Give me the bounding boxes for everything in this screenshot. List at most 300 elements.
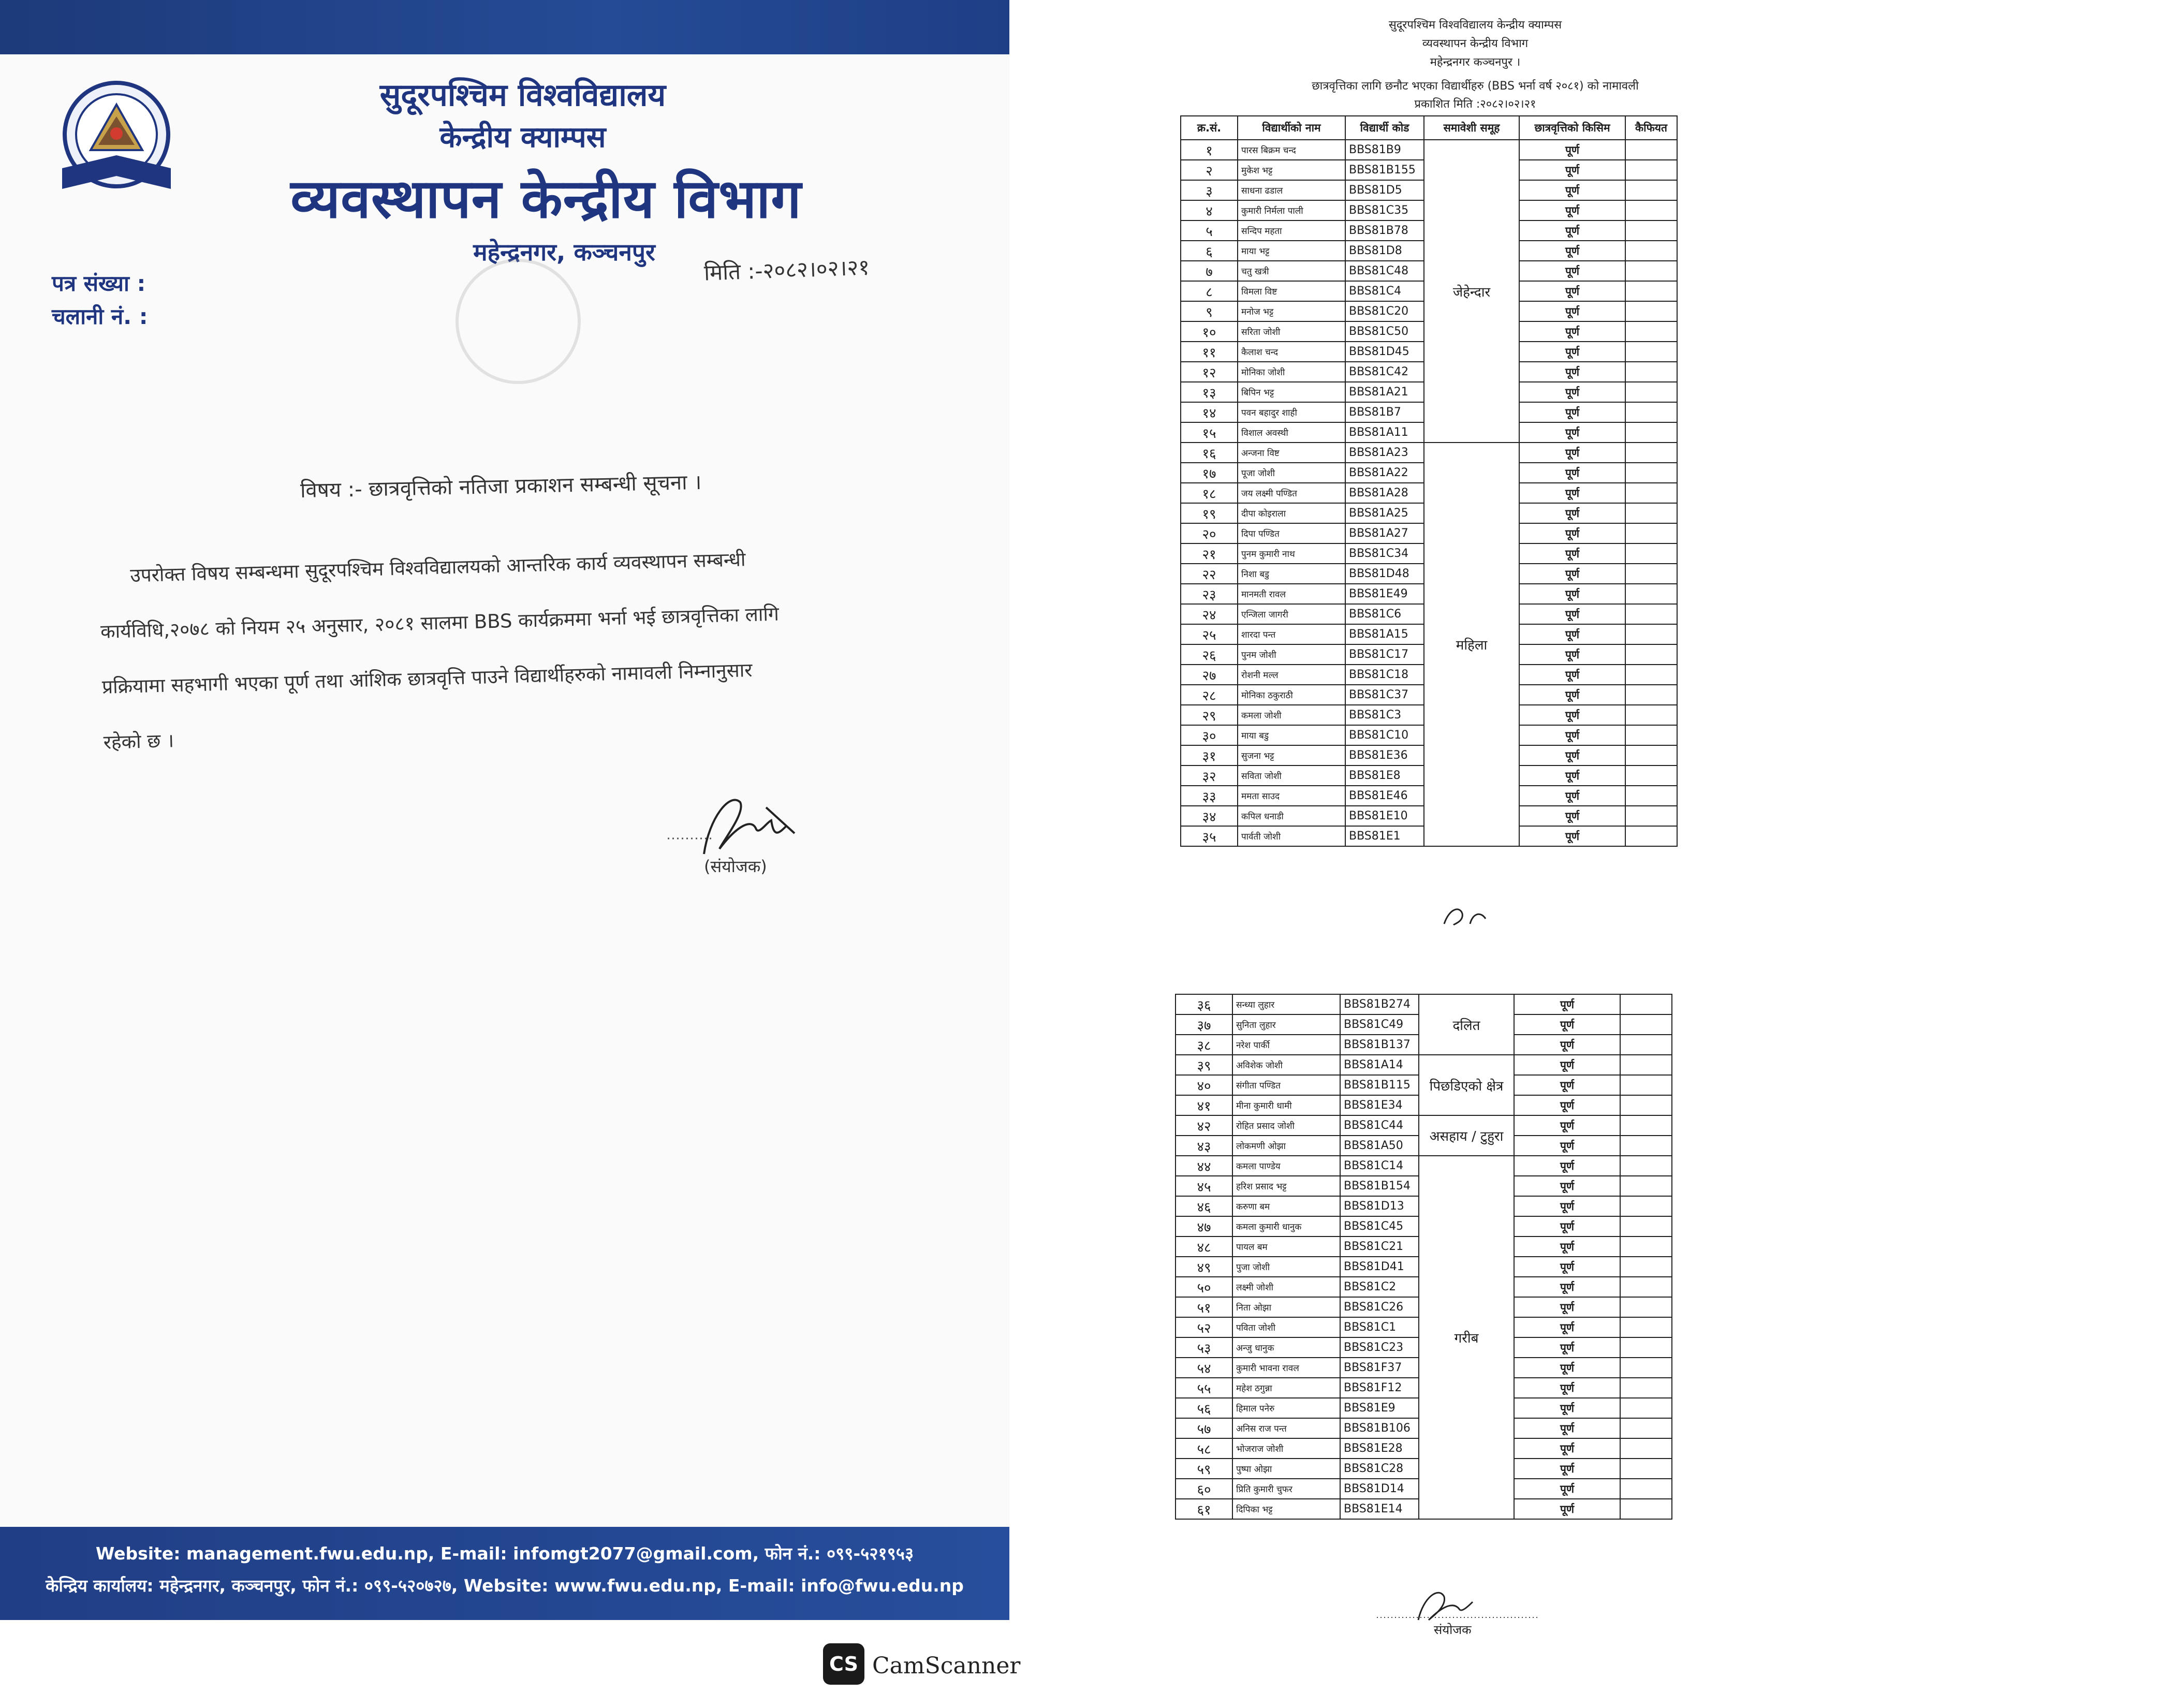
serial-number-cell: २२	[1181, 564, 1238, 584]
body-line: प्रक्रियामा सहभागी भएका पूर्ण तथा आंशिक छात्रवृत्ति पाउने विद्यार्थीहरुको नामावली निम्नानुसार	[101, 659, 753, 698]
scholarship-type-cell: पूर्ण	[1519, 140, 1625, 160]
remarks-cell	[1625, 180, 1677, 200]
remarks-cell	[1620, 1459, 1672, 1479]
serial-number-cell: २४	[1181, 604, 1238, 624]
body-line: रहेको छ ।	[103, 729, 174, 754]
remarks-cell	[1620, 1499, 1672, 1519]
serial-number-cell: ४६	[1176, 1196, 1232, 1216]
scholarship-type-cell: पूर्ण	[1514, 1115, 1620, 1136]
student-name-cell: माया बडु	[1238, 725, 1345, 745]
scholarship-type-cell: पूर्ण	[1514, 1156, 1620, 1176]
student-code-cell: BBS81B137	[1340, 1035, 1419, 1055]
student-name-cell: मुकेश भट्ट	[1238, 160, 1345, 180]
student-code-cell: BBS81E10	[1345, 806, 1424, 826]
scholarship-type-cell: पूर्ण	[1519, 685, 1625, 705]
serial-number-cell: १	[1181, 140, 1238, 160]
scholarship-type-cell: पूर्ण	[1519, 422, 1625, 443]
scholarship-type-cell: पूर्ण	[1519, 241, 1625, 261]
serial-number-cell: ३१	[1181, 745, 1238, 765]
org-address: महेन्द्रनगर, कञ्चनपुर	[473, 238, 655, 266]
remarks-cell	[1625, 200, 1677, 220]
serial-number-cell: ६०	[1176, 1479, 1232, 1499]
student-name-cell: पविता जोशी	[1232, 1317, 1340, 1337]
remarks-cell	[1625, 342, 1677, 362]
student-name-cell: चतु खत्री	[1238, 261, 1345, 281]
scholarship-type-cell: पूर्ण	[1519, 765, 1625, 786]
remarks-cell	[1620, 1236, 1672, 1257]
column-header: समावेशी समूह	[1424, 116, 1519, 140]
scholarship-type-cell: पूर्ण	[1514, 1035, 1620, 1055]
serial-number-cell: २५	[1181, 624, 1238, 644]
serial-number-cell: ४९	[1176, 1257, 1232, 1277]
student-name-cell: अन्जना विष्ट	[1238, 443, 1345, 463]
scholarship-type-cell: पूर्ण	[1519, 342, 1625, 362]
org-department-name: व्यवस्थापन केन्द्रीय विभाग	[290, 167, 802, 230]
serial-number-cell: ३३	[1181, 786, 1238, 806]
student-code-cell: BBS81B9	[1345, 140, 1424, 160]
student-code-cell: BBS81A23	[1345, 443, 1424, 463]
student-name-cell: अविशेक जोशी	[1232, 1055, 1340, 1075]
scholarship-type-cell: पूर्ण	[1514, 1075, 1620, 1095]
column-header: विद्यार्थी कोड	[1345, 116, 1424, 140]
student-code-cell: BBS81F12	[1340, 1378, 1419, 1398]
student-name-cell: मोनिका जोशी	[1238, 362, 1345, 382]
serial-number-cell: ४१	[1176, 1095, 1232, 1115]
student-name-cell: मीना कुमारी धामी	[1232, 1095, 1340, 1115]
scholarship-type-cell: पूर्ण	[1514, 1257, 1620, 1277]
signer-label: (संयोजक)	[704, 857, 767, 875]
serial-number-cell: ३९	[1176, 1055, 1232, 1075]
scholarship-type-cell: पूर्ण	[1519, 786, 1625, 806]
remarks-cell	[1625, 705, 1677, 725]
student-code-cell: BBS81B7	[1345, 402, 1424, 422]
student-name-cell: कुमारी निर्मला पाली	[1238, 200, 1345, 220]
student-name-cell: कैलाश चन्द	[1238, 342, 1345, 362]
student-code-cell: BBS81C42	[1345, 362, 1424, 382]
scholarship-type-cell: पूर्ण	[1514, 1095, 1620, 1115]
serial-number-cell: ४०	[1176, 1075, 1232, 1095]
letter-body	[98, 528, 891, 770]
body-line: उपरोक्त विषय सम्बन्धमा सुदूरपश्चिम विश्वविद्यालयको आन्तरिक कार्य व्यवस्थापन सम्बन्धी	[129, 548, 746, 587]
student-code-cell: BBS81A11	[1345, 422, 1424, 443]
serial-number-cell: ४८	[1176, 1236, 1232, 1257]
serial-number-cell: ३४	[1181, 806, 1238, 826]
serial-number-cell: २१	[1181, 543, 1238, 564]
student-code-cell: BBS81E28	[1340, 1438, 1419, 1459]
serial-number-cell: ३०	[1181, 725, 1238, 745]
student-code-cell: BBS81A28	[1345, 483, 1424, 503]
student-code-cell: BBS81C21	[1340, 1236, 1419, 1257]
scholarship-type-cell: पूर्ण	[1514, 994, 1620, 1014]
student-name-cell: सविता जोशी	[1238, 765, 1345, 786]
scholarship-type-cell: पूर्ण	[1519, 624, 1625, 644]
remarks-cell	[1625, 503, 1677, 523]
student-code-cell: BBS81D14	[1340, 1479, 1419, 1499]
scholarship-type-cell: पूर्ण	[1514, 1055, 1620, 1075]
inclusive-group-cell: जेहेन्दार	[1424, 140, 1519, 443]
student-code-cell: BBS81A14	[1340, 1055, 1419, 1075]
scholarship-type-cell: पूर्ण	[1519, 382, 1625, 402]
student-code-cell: BBS81B155	[1345, 160, 1424, 180]
remarks-cell	[1620, 1196, 1672, 1216]
remarks-cell	[1625, 301, 1677, 321]
remarks-cell	[1625, 261, 1677, 281]
serial-number-cell: ५६	[1176, 1398, 1232, 1418]
scholarship-type-cell: पूर्ण	[1519, 160, 1625, 180]
remarks-cell	[1620, 1479, 1672, 1499]
serial-number-cell: ५९	[1176, 1459, 1232, 1479]
scholarship-table-2	[1175, 994, 1672, 1520]
remarks-cell	[1625, 725, 1677, 745]
student-name-cell: पुजा जोशी	[1232, 1257, 1340, 1277]
scholarship-type-cell: पूर्ण	[1514, 1236, 1620, 1257]
student-code-cell: BBS81C34	[1345, 543, 1424, 564]
scholarship-type-cell: पूर्ण	[1519, 564, 1625, 584]
list-published-date: प्रकाशित मिति :२०८२।०२।२१	[1414, 98, 1536, 111]
scholarship-type-cell: पूर्ण	[1519, 826, 1625, 846]
list-header-address: महेन्द्रनगर कञ्चनपुर ।	[1430, 56, 1521, 69]
student-name-cell: दिपा पण्डित	[1238, 523, 1345, 543]
student-code-cell: BBS81C17	[1345, 644, 1424, 665]
student-name-cell: महेश ठगुन्ना	[1232, 1378, 1340, 1398]
serial-number-cell: १४	[1181, 402, 1238, 422]
remarks-cell	[1620, 1297, 1672, 1317]
org-university-name: सुदूरपश्चिम विश्वविद्यालय	[379, 77, 666, 113]
student-code-cell: BBS81B115	[1340, 1075, 1419, 1095]
remarks-cell	[1625, 665, 1677, 685]
serial-number-cell: ५८	[1176, 1438, 1232, 1459]
student-name-cell: कपिल धनाडी	[1238, 806, 1345, 826]
table-row	[1176, 994, 1672, 1014]
student-code-cell: BBS81C23	[1340, 1337, 1419, 1358]
remarks-cell	[1625, 826, 1677, 846]
scholarship-type-cell: पूर्ण	[1519, 503, 1625, 523]
student-code-cell: BBS81C49	[1340, 1014, 1419, 1035]
student-name-cell: निता ओझा	[1232, 1297, 1340, 1317]
student-code-cell: BBS81D41	[1340, 1257, 1419, 1277]
scholarship-type-cell: पूर्ण	[1519, 220, 1625, 241]
scholarship-type-cell: पूर्ण	[1514, 1438, 1620, 1459]
scholarship-type-cell: पूर्ण	[1514, 1317, 1620, 1337]
remarks-cell	[1625, 584, 1677, 604]
student-code-cell: BBS81C48	[1345, 261, 1424, 281]
serial-number-cell: ५२	[1176, 1317, 1232, 1337]
remarks-cell	[1620, 994, 1672, 1014]
student-name-cell: मानमती रावल	[1238, 584, 1345, 604]
serial-number-cell: ८	[1181, 281, 1238, 301]
scholarship-type-cell: पूर्ण	[1514, 1176, 1620, 1196]
serial-number-cell: ३२	[1181, 765, 1238, 786]
scholarship-table-1	[1180, 115, 1678, 847]
student-code-cell: BBS81C44	[1340, 1115, 1419, 1136]
student-name-cell: सुनिता लुहार	[1232, 1014, 1340, 1035]
scholarship-type-cell: पूर्ण	[1514, 1418, 1620, 1438]
scholarship-type-cell: पूर्ण	[1519, 362, 1625, 382]
list-title: छात्रवृत्तिका लागि छनौट भएका विद्यार्थीहरु (BBS भर्ना वर्ष २०८१) को नामावली	[1312, 80, 1639, 93]
remarks-cell	[1625, 241, 1677, 261]
remarks-cell	[1620, 1418, 1672, 1438]
table-body	[1181, 140, 1677, 846]
serial-number-cell: ३८	[1176, 1035, 1232, 1055]
remarks-cell	[1620, 1095, 1672, 1115]
table-row	[1181, 140, 1677, 160]
scholarship-type-cell: पूर्ण	[1519, 200, 1625, 220]
serial-number-cell: ४७	[1176, 1216, 1232, 1236]
student-name-cell: रोहित प्रसाद जोशी	[1232, 1115, 1340, 1136]
remarks-cell	[1625, 644, 1677, 665]
student-code-cell: BBS81C28	[1340, 1459, 1419, 1479]
remarks-cell	[1625, 422, 1677, 443]
student-code-cell: BBS81A27	[1345, 523, 1424, 543]
student-name-cell: भोजराज जोशी	[1232, 1438, 1340, 1459]
serial-number-cell: १६	[1181, 443, 1238, 463]
student-code-cell: BBS81C2	[1340, 1277, 1419, 1297]
student-code-cell: BBS81C6	[1345, 604, 1424, 624]
signature-fragment-icon	[1439, 903, 1501, 926]
serial-number-cell: ७	[1181, 261, 1238, 281]
scholarship-type-cell: पूर्ण	[1514, 1378, 1620, 1398]
scholarship-type-cell: पूर्ण	[1519, 604, 1625, 624]
remarks-cell	[1620, 1378, 1672, 1398]
student-code-cell: BBS81C3	[1345, 705, 1424, 725]
student-code-cell: BBS81C50	[1345, 321, 1424, 342]
remarks-cell	[1620, 1257, 1672, 1277]
student-name-cell: साधना ढडाल	[1238, 180, 1345, 200]
serial-number-cell: ५५	[1176, 1378, 1232, 1398]
list-signer-label: संयोजक	[1434, 1623, 1472, 1637]
scholarship-type-cell: पूर्ण	[1514, 1277, 1620, 1297]
remarks-cell	[1620, 1358, 1672, 1378]
student-code-cell: BBS81C4	[1345, 281, 1424, 301]
student-code-cell: BBS81A15	[1345, 624, 1424, 644]
student-name-cell: संगीता पण्डित	[1232, 1075, 1340, 1095]
university-emblem-icon	[52, 78, 181, 207]
remarks-cell	[1620, 1075, 1672, 1095]
remarks-cell	[1625, 463, 1677, 483]
scholarship-type-cell: पूर्ण	[1514, 1358, 1620, 1378]
serial-number-cell: २०	[1181, 523, 1238, 543]
serial-number-cell: ५७	[1176, 1418, 1232, 1438]
scholarship-type-cell: पूर्ण	[1514, 1398, 1620, 1418]
scholarship-type-cell: पूर्ण	[1519, 180, 1625, 200]
serial-number-cell: २८	[1181, 685, 1238, 705]
camscanner-logo-icon: CS	[823, 1643, 864, 1685]
faded-stamp-icon	[456, 259, 581, 384]
student-name-cell: पायल बम	[1232, 1236, 1340, 1257]
student-code-cell: BBS81D8	[1345, 241, 1424, 261]
serial-number-cell: २३	[1181, 584, 1238, 604]
student-name-cell: अनिस राज पन्त	[1232, 1418, 1340, 1438]
student-name-cell: लक्ष्मी जोशी	[1232, 1277, 1340, 1297]
serial-number-cell: ४४	[1176, 1156, 1232, 1176]
serial-number-cell: ३७	[1176, 1014, 1232, 1035]
serial-number-cell: ३५	[1181, 826, 1238, 846]
letter-subject: विषय :- छात्रवृत्तिको नतिजा प्रकाशन सम्बन्धी सूचना ।	[300, 470, 702, 503]
remarks-cell	[1625, 321, 1677, 342]
student-name-cell: रोशनी मल्ल	[1238, 665, 1345, 685]
student-name-cell: पुष्पा ओझा	[1232, 1459, 1340, 1479]
coordinator-signature-icon	[1367, 1581, 1553, 1638]
student-code-cell: BBS81C26	[1340, 1297, 1419, 1317]
reference-number-label: पत्र संख्या :	[52, 271, 146, 296]
column-header: क्र.सं.	[1181, 116, 1238, 140]
student-name-cell: पार्वती जोशी	[1238, 826, 1345, 846]
remarks-cell	[1625, 685, 1677, 705]
student-name-cell: लोकमणी ओझा	[1232, 1136, 1340, 1156]
student-code-cell: BBS81D48	[1345, 564, 1424, 584]
student-name-cell: माया भट्ट	[1238, 241, 1345, 261]
scholarship-type-cell: पूर्ण	[1519, 281, 1625, 301]
student-name-cell: विशाल अवस्थी	[1238, 422, 1345, 443]
student-code-cell: BBS81C37	[1345, 685, 1424, 705]
org-campus-name: केन्द्रीय क्याम्पस	[439, 121, 606, 154]
scholarship-type-cell: पूर्ण	[1514, 1459, 1620, 1479]
scholarship-type-cell: पूर्ण	[1519, 584, 1625, 604]
scholarship-type-cell: पूर्ण	[1514, 1014, 1620, 1035]
serial-number-cell: ६१	[1176, 1499, 1232, 1519]
student-name-cell: प्रिति कुमारी चुफर	[1232, 1479, 1340, 1499]
student-code-cell: BBS81D5	[1345, 180, 1424, 200]
list-header-university: सुदूरपश्चिम विश्वविद्यालय केन्द्रीय क्याम्पस	[1388, 19, 1562, 32]
letterhead-top-band	[0, 0, 1009, 54]
student-name-cell: सुजना भट्ट	[1238, 745, 1345, 765]
serial-number-cell: १९	[1181, 503, 1238, 523]
remarks-cell	[1620, 1337, 1672, 1358]
remarks-cell	[1625, 765, 1677, 786]
serial-number-cell: ४३	[1176, 1136, 1232, 1156]
remarks-cell	[1625, 806, 1677, 826]
serial-number-cell: १५	[1181, 422, 1238, 443]
serial-number-cell: १८	[1181, 483, 1238, 503]
column-header: कैफियत	[1625, 116, 1677, 140]
remarks-cell	[1620, 1014, 1672, 1035]
student-code-cell: BBS81B154	[1340, 1176, 1419, 1196]
student-code-cell: BBS81E46	[1345, 786, 1424, 806]
student-name-cell: बिपिन भट्ट	[1238, 382, 1345, 402]
scholarship-type-cell: पूर्ण	[1519, 725, 1625, 745]
scholarship-type-cell: पूर्ण	[1519, 806, 1625, 826]
scholarship-type-cell: पूर्ण	[1514, 1216, 1620, 1236]
student-name-cell: पारस बिक्रम चन्द	[1238, 140, 1345, 160]
student-name-cell: मोनिका ठकुराठी	[1238, 685, 1345, 705]
serial-number-cell: ३६	[1176, 994, 1232, 1014]
scholarship-type-cell: पूर्ण	[1514, 1136, 1620, 1156]
student-name-cell: कमला जोशी	[1238, 705, 1345, 725]
student-name-cell: निशा बडु	[1238, 564, 1345, 584]
remarks-cell	[1620, 1277, 1672, 1297]
remarks-cell	[1620, 1156, 1672, 1176]
student-code-cell: BBS81E34	[1340, 1095, 1419, 1115]
student-code-cell: BBS81E49	[1345, 584, 1424, 604]
scholarship-type-cell: पूर्ण	[1514, 1196, 1620, 1216]
student-code-cell: BBS81D45	[1345, 342, 1424, 362]
student-name-cell: अन्जु धानुक	[1232, 1337, 1340, 1358]
serial-number-cell: १०	[1181, 321, 1238, 342]
student-code-cell: BBS81A22	[1345, 463, 1424, 483]
remarks-cell	[1620, 1136, 1672, 1156]
remarks-cell	[1625, 362, 1677, 382]
serial-number-cell: ६	[1181, 241, 1238, 261]
remarks-cell	[1620, 1176, 1672, 1196]
student-code-cell: BBS81B106	[1340, 1418, 1419, 1438]
student-code-cell: BBS81E1	[1345, 826, 1424, 846]
cover-letter	[0, 0, 1009, 1620]
student-code-cell: BBS81B78	[1345, 220, 1424, 241]
scholarship-type-cell: पूर्ण	[1514, 1337, 1620, 1358]
scholarship-type-cell: पूर्ण	[1519, 745, 1625, 765]
serial-number-cell: २	[1181, 160, 1238, 180]
student-code-cell: BBS81C1	[1340, 1317, 1419, 1337]
remarks-cell	[1625, 624, 1677, 644]
scholarship-type-cell: पूर्ण	[1519, 483, 1625, 503]
scholarship-type-cell: पूर्ण	[1519, 705, 1625, 725]
student-name-cell: मनोज भट्ट	[1238, 301, 1345, 321]
scholarship-type-cell: पूर्ण	[1519, 463, 1625, 483]
student-code-cell: BBS81C14	[1340, 1156, 1419, 1176]
student-name-cell: कमला कुमारी धानुक	[1232, 1216, 1340, 1236]
scholarship-type-cell: पूर्ण	[1519, 644, 1625, 665]
student-name-cell: नरेश पार्की	[1232, 1035, 1340, 1055]
remarks-cell	[1620, 1317, 1672, 1337]
student-name-cell: दीपा कोइराला	[1238, 503, 1345, 523]
serial-number-cell: ४	[1181, 200, 1238, 220]
student-code-cell: BBS81E36	[1345, 745, 1424, 765]
remarks-cell	[1620, 1216, 1672, 1236]
student-name-cell: ममता साउद	[1238, 786, 1345, 806]
student-name-cell: दिपिका भट्ट	[1232, 1499, 1340, 1519]
inclusive-group-cell: दलित	[1419, 994, 1514, 1055]
remarks-cell	[1625, 220, 1677, 241]
serial-number-cell: ४२	[1176, 1115, 1232, 1136]
scholarship-type-cell: पूर्ण	[1519, 543, 1625, 564]
body-line: कार्यविधि,२०७८ को नियम २५ अनुसार, २०८१ सालमा BBS कार्यक्रममा भर्ना भई छात्रवृत्तिका लागि	[100, 602, 780, 643]
footer-central-office-line: केन्द्रिय कार्यालय: महेन्द्रनगर, कञ्चनपुर, फोन नं.: ०९९-५२०७२७, Website: www.fwu.edu.np, E-mail: info@fwu.edu.np	[46, 1576, 964, 1596]
serial-number-cell: १२	[1181, 362, 1238, 382]
column-header: छात्रवृत्तिको किसिम	[1519, 116, 1625, 140]
remarks-cell	[1620, 1115, 1672, 1136]
remarks-cell	[1625, 160, 1677, 180]
table-row	[1181, 443, 1677, 463]
student-name-cell: सरिता जोशी	[1238, 321, 1345, 342]
student-name-cell: पूजा जोशी	[1238, 463, 1345, 483]
scholarship-type-cell: पूर्ण	[1519, 523, 1625, 543]
remarks-cell	[1625, 543, 1677, 564]
student-code-cell: BBS81E8	[1345, 765, 1424, 786]
student-code-cell: BBS81D13	[1340, 1196, 1419, 1216]
student-name-cell: शारदा पन्त	[1238, 624, 1345, 644]
scholarship-type-cell: पूर्ण	[1514, 1297, 1620, 1317]
remarks-cell	[1625, 786, 1677, 806]
serial-number-cell: ५४	[1176, 1358, 1232, 1378]
remarks-cell	[1625, 281, 1677, 301]
student-name-cell: हरिश प्रसाद भट्ट	[1232, 1176, 1340, 1196]
serial-number-cell: ३	[1181, 180, 1238, 200]
serial-number-cell: २९	[1181, 705, 1238, 725]
scholarship-list-page-1	[1113, 0, 1838, 926]
student-name-cell: सन्दिप महता	[1238, 220, 1345, 241]
remarks-cell	[1625, 443, 1677, 463]
serial-number-cell: ९	[1181, 301, 1238, 321]
student-code-cell: BBS81C20	[1345, 301, 1424, 321]
serial-number-cell: ५१	[1176, 1297, 1232, 1317]
serial-number-cell: ११	[1181, 342, 1238, 362]
remarks-cell	[1625, 523, 1677, 543]
student-code-cell: BBS81A21	[1345, 382, 1424, 402]
remarks-cell	[1625, 564, 1677, 584]
letter-date: मिति :-२०८२।०२।२१	[703, 254, 870, 286]
student-code-cell: BBS81E9	[1340, 1398, 1419, 1418]
remarks-cell	[1625, 483, 1677, 503]
